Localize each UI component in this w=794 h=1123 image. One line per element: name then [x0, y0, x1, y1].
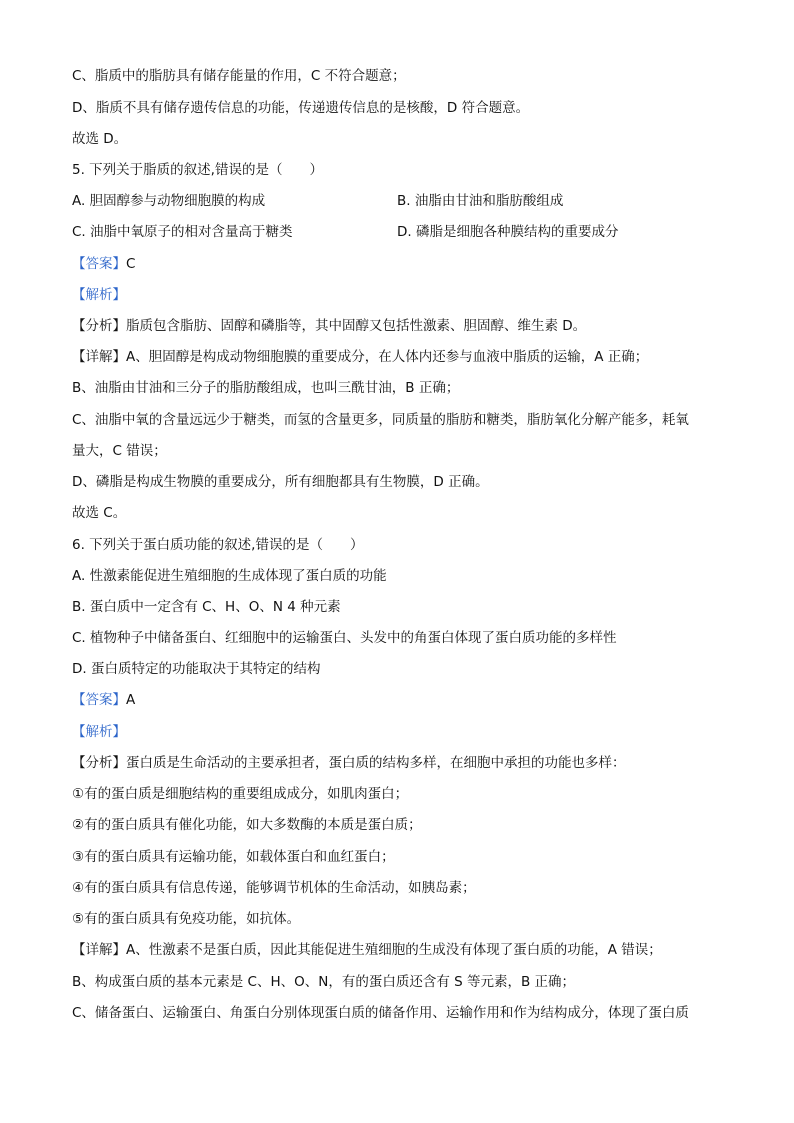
q6-detail-b: B、构成蛋白质的基本元素是 C、H、O、N，有的蛋白质还含有 S 等元素，B 正确； — [72, 974, 576, 990]
q6-analysis-heading: 【解析】 — [72, 724, 126, 740]
q5-stem: 5. 下列关于脂质的叙述,错误的是（ ） — [72, 162, 323, 178]
q5-option-a: A. 胆固醇参与动物细胞膜的构成 — [72, 193, 266, 209]
q6-option-a: A. 性激素能促进生殖细胞的生成体现了蛋白质的功能 — [72, 568, 387, 584]
detail-tag: 【详解】 — [72, 349, 126, 365]
q4-option-c-explanation: C、脂质中的脂肪具有储存能量的作用，C 不符合题意； — [72, 68, 406, 84]
q4-option-d-explanation: D、脂质不具有储存遗传信息的功能，传递遗传信息的是核酸，D 符合题意。 — [72, 100, 530, 116]
q6-answer — [72, 690, 135, 710]
q5-detail-a-text: A、胆固醇是构成动物细胞膜的重要成分，在人体内还参与血液中脂质的运输，A 正确； — [126, 349, 649, 365]
detail-tag: 【详解】 — [72, 942, 126, 958]
q5-option-d: D. 磷脂是细胞各种膜结构的重要成分 — [397, 224, 619, 240]
q6-point-4: ④有的蛋白质具有信息传递，能够调节机体的生命活动，如胰岛素； — [72, 880, 476, 896]
q6-option-b: B. 蛋白质中一定含有 C、H、O、N 4 种元素 — [72, 599, 341, 615]
q6-detail-c: C、储备蛋白、运输蛋白、角蛋白分别体现蛋白质的储备作用、运输作用和作为结构成分，体现了蛋白质 — [72, 1005, 689, 1021]
q6-option-c: C. 植物种子中储备蛋白、红细胞中的运输蛋白、头发中的角蛋白体现了蛋白质功能的多样性 — [72, 630, 617, 646]
q5-detail-d: D、磷脂是构成生物膜的重要成分，所有细胞都具有生物膜，D 正确。 — [72, 474, 489, 490]
q6-point-3: ③有的蛋白质具有运输功能，如载体蛋白和血红蛋白； — [72, 849, 395, 865]
q5-analysis-text: 脂质包含脂肪、固醇和磷脂等，其中固醇又包括性激素、胆固醇、维生素 D。 — [126, 318, 587, 334]
q6-detail-a — [72, 940, 662, 960]
q6-point-1: ①有的蛋白质是细胞结构的重要组成成分，如肌肉蛋白； — [72, 786, 409, 802]
q5-analysis-heading: 【解析】 — [72, 287, 126, 303]
q6-point-5: ⑤有的蛋白质具有免疫功能，如抗体。 — [72, 911, 301, 927]
q5-option-b: B. 油脂由甘油和脂肪酸组成 — [397, 193, 564, 209]
q6-detail-a-text: A、性激素不是蛋白质，因此其能促进生殖细胞的生成没有体现了蛋白质的功能，A 错误； — [126, 942, 662, 958]
q6-answer-value: A — [126, 692, 136, 708]
q4-conclusion: 故选 D。 — [72, 131, 128, 147]
q5-detail-a — [72, 347, 648, 367]
q6-option-d: D. 蛋白质特定的功能取决于其特定的结构 — [72, 661, 321, 677]
q5-answer — [72, 254, 135, 274]
q5-analysis — [72, 316, 586, 336]
q5-option-c: C. 油脂中氧原子的相对含量高于糖类 — [72, 224, 293, 240]
q5-detail-b: B、油脂由甘油和三分子的脂肪酸组成，也叫三酰甘油，B 正确； — [72, 380, 460, 396]
answer-tag: 【答案】 — [72, 692, 126, 708]
q5-answer-value: C — [126, 256, 136, 272]
q6-analysis — [72, 753, 626, 773]
q5-conclusion: 故选 C。 — [72, 505, 127, 521]
analysis-tag: 【分析】 — [72, 755, 126, 771]
q6-stem: 6. 下列关于蛋白质功能的叙述,错误的是（ ） — [72, 537, 364, 553]
q6-analysis-text: 蛋白质是生命活动的主要承担者，蛋白质的结构多样，在细胞中承担的功能也多样： — [126, 755, 626, 771]
analysis-tag: 【分析】 — [72, 318, 126, 334]
answer-tag: 【答案】 — [72, 256, 126, 272]
q5-detail-c-line1: C、油脂中氧的含量远远少于糖类，而氢的含量更多，同质量的脂肪和糖类，脂肪氧化分解产能多，耗氧 — [72, 412, 689, 428]
q6-point-2: ②有的蛋白质具有催化功能，如大多数酶的本质是蛋白质； — [72, 817, 422, 833]
q5-detail-c-line2: 量大，C 错误； — [72, 443, 167, 459]
